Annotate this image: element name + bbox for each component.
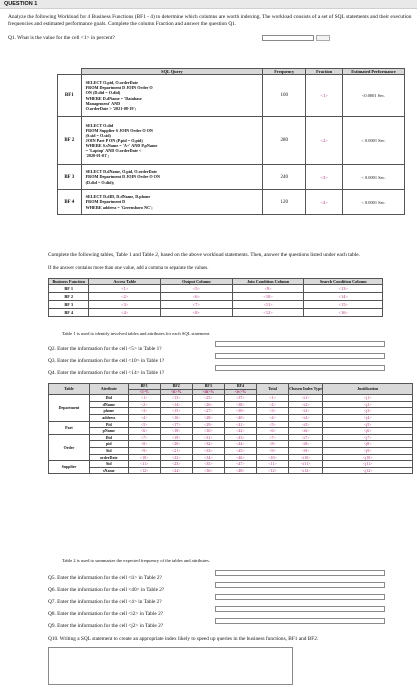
- sql-line: SELECT O.pid, O.orderDate: [85, 80, 138, 86]
- answer-cell[interactable]: <8>: [161, 309, 233, 317]
- q10-answer-area[interactable]: [48, 647, 293, 685]
- answer-cell[interactable]: <j7>: [323, 434, 413, 441]
- answer-cell[interactable]: <24>: [160, 467, 192, 474]
- answer-cell[interactable]: <29>: [192, 421, 224, 428]
- answer-cell[interactable]: <2>: [128, 401, 160, 408]
- answer-cell[interactable]: <32>: [192, 441, 224, 448]
- table-two-row: [49, 414, 413, 421]
- frequency-cell: 240: [263, 165, 306, 190]
- answer-cell[interactable]: <4>: [128, 414, 160, 421]
- q3-text: Q3. Enter the information for the cell <10> in Table 1?: [48, 358, 165, 365]
- fraction-cell[interactable]: <3>: [306, 165, 343, 190]
- sql-query-cell: [81, 165, 263, 190]
- access-table-header: Access Table: [89, 279, 161, 285]
- business-function-label: BF 2: [49, 293, 89, 301]
- workload-row: [58, 190, 405, 215]
- bf3-header: BF3: [192, 384, 224, 390]
- q8-text: Q8. Enter the information for the cell <i2> in Table 2?: [48, 611, 164, 618]
- answer-cell[interactable]: <4>: [256, 414, 288, 421]
- bf3-fraction-subheader: <iii>%: [192, 389, 224, 395]
- q1-unit-chip: [316, 35, 330, 41]
- business-function-label: BF 1: [49, 285, 89, 293]
- sql-line: FROM Department D JOIN Order O: [85, 85, 153, 91]
- answer-cell[interactable]: <14>: [160, 401, 192, 408]
- answer-cell[interactable]: <37>: [224, 395, 256, 402]
- answer-cell[interactable]: <j6>: [323, 428, 413, 435]
- join-condition-header: Join Condition Column: [232, 279, 304, 285]
- table-name-cell: Supplier: [49, 461, 90, 474]
- answer-cell[interactable]: <21>: [160, 447, 192, 454]
- sql-line: O.orderDate > '2021-08-19';: [85, 105, 137, 111]
- sql-line: ON (D.did = O.did): [85, 90, 121, 96]
- sql-line: Management' AND: [85, 100, 121, 106]
- answer-cell[interactable]: <i11>: [289, 461, 323, 468]
- table-two-row: [49, 401, 413, 408]
- table-two-caption: Table 2 is used to summarize the expected frequency of the tables and attributes.: [62, 558, 210, 563]
- answer-cell[interactable]: <20>: [160, 441, 192, 448]
- attribute-cell: Sid: [89, 447, 128, 454]
- search-condition-header: Search Condition Column: [304, 279, 383, 285]
- table-two-row: [49, 421, 413, 428]
- answer-cell[interactable]: <27>: [192, 408, 224, 415]
- workload-table: [57, 68, 405, 215]
- answer-cell[interactable]: <j3>: [323, 408, 413, 415]
- attribute-cell: Pid: [89, 421, 128, 428]
- answer-cell[interactable]: <4>: [89, 309, 161, 317]
- intro-text: Analyze the following Workload for 4 Business Functions (BF1 - 4) to determine which columns are worth indexing. The workload consists of a set of SQL statements and their execution frequencies and estimated performance goals. Complete the column Fraction and answer the question Q1.: [8, 14, 412, 27]
- table-name-cell: Order: [49, 434, 90, 460]
- answer-cell[interactable]: <j11>: [323, 461, 413, 468]
- bf1-header: BF1: [128, 384, 160, 390]
- bf1-fraction-subheader: <i>%: [128, 389, 160, 395]
- sql-line: FROM Supplier S JOIN Order O ON: [85, 127, 153, 133]
- answer-cell[interactable]: <16>: [160, 414, 192, 421]
- q5-text: Q5. Enter the information for the cell <ii> in Table 2?: [48, 575, 162, 582]
- attribute-cell: pName: [89, 428, 128, 435]
- answer-cell[interactable]: <i10>: [289, 454, 323, 461]
- table-two-row: [49, 434, 413, 441]
- answer-cell[interactable]: <36>: [192, 467, 224, 474]
- answer-cell[interactable]: <7>: [161, 301, 233, 309]
- q7-answer-field[interactable]: [215, 594, 385, 600]
- sql-line: '2020-01-01';: [85, 153, 109, 159]
- answer-cell[interactable]: <16>: [304, 309, 383, 317]
- answer-cell[interactable]: <12>: [128, 467, 160, 474]
- sql-line: WHERE S.sName = 'A+' AND P.pName: [85, 143, 158, 149]
- answer-cell[interactable]: <j2>: [323, 401, 413, 408]
- table-one-row: [49, 309, 383, 317]
- answer-cell[interactable]: <5>: [161, 285, 233, 293]
- q10-text: Q10. Writing a SQL statement to create an appropriate index likely to speed up queries in the business functions, BF1 and BF2.: [48, 636, 319, 643]
- frequency-cell: 280: [263, 117, 306, 165]
- sql-line: SELECT D.dName, O.pid, O.orderDate: [85, 169, 157, 175]
- q3-answer-field[interactable]: [215, 353, 385, 359]
- q4-text: Q4. Enter the information for the cell <14> in Table 1?: [48, 370, 165, 377]
- answer-cell[interactable]: <31>: [192, 434, 224, 441]
- table-name-cell: Part: [49, 421, 90, 434]
- answer-cell[interactable]: <1>: [256, 395, 288, 402]
- answer-cell[interactable]: <15>: [304, 301, 383, 309]
- sql-line: WHERE address = 'Greensboro NC';: [85, 204, 153, 210]
- answer-cell[interactable]: <11>: [232, 301, 304, 309]
- bf4-fraction-subheader: <iv>%: [224, 389, 256, 395]
- answer-cell[interactable]: <15>: [160, 408, 192, 415]
- answer-cell[interactable]: <i12>: [289, 467, 323, 474]
- answer-cell[interactable]: <33>: [192, 447, 224, 454]
- sql-line: FROM Department D: [85, 199, 126, 205]
- answer-cell[interactable]: <2>: [256, 401, 288, 408]
- answer-cell[interactable]: <8>: [128, 441, 160, 448]
- table-two-row: [49, 454, 413, 461]
- answer-cell[interactable]: <6>: [128, 428, 160, 435]
- answer-cell[interactable]: <1>: [128, 395, 160, 402]
- answer-cell[interactable]: <13>: [160, 395, 192, 402]
- answer-cell[interactable]: <i1>: [289, 395, 323, 402]
- table-two-row: [49, 467, 413, 474]
- answer-cell[interactable]: <35>: [192, 461, 224, 468]
- answer-cell[interactable]: <j1>: [323, 395, 413, 402]
- q2-answer-field[interactable]: [215, 341, 385, 347]
- performance-cell: <0.0001 Sec.: [343, 75, 405, 117]
- answer-cell[interactable]: <5>: [256, 421, 288, 428]
- answer-cell[interactable]: <40>: [224, 414, 256, 421]
- answer-cell[interactable]: <9>: [256, 447, 288, 454]
- answer-cell[interactable]: <14>: [304, 293, 383, 301]
- instructions-text-2: If the answer contains more than one value, add a comma to separate the values.: [48, 266, 209, 271]
- fraction-cell[interactable]: <2>: [306, 117, 343, 165]
- answer-cell[interactable]: <26>: [192, 401, 224, 408]
- answer-cell[interactable]: <j8>: [323, 441, 413, 448]
- answer-cell[interactable]: <i2>: [289, 401, 323, 408]
- table-one-caption: Table 1 is used to identify involved tables and attributes for each SQL statement.: [62, 331, 211, 336]
- table-two: [48, 383, 413, 474]
- answer-cell[interactable]: <11>: [256, 461, 288, 468]
- table-one: [48, 278, 383, 317]
- business-function-label: BF 3: [58, 165, 82, 190]
- bf2-header: BF2: [160, 384, 192, 390]
- answer-cell[interactable]: <i9>: [289, 447, 323, 454]
- q7-text: Q7. Enter the information for the cell <4> in Table 2?: [48, 599, 162, 606]
- answer-cell[interactable]: <23>: [160, 461, 192, 468]
- answer-cell[interactable]: <44>: [224, 441, 256, 448]
- answer-cell[interactable]: <10>: [256, 454, 288, 461]
- answer-cell[interactable]: <8>: [256, 441, 288, 448]
- answer-cell[interactable]: <43>: [224, 434, 256, 441]
- attribute-cell: orderDate: [89, 454, 128, 461]
- frequency-cell: 160: [263, 75, 306, 117]
- q9-answer-field[interactable]: [215, 618, 385, 624]
- table-one-row: [49, 293, 383, 301]
- frequency-cell: 120: [263, 190, 306, 215]
- q5-answer-field[interactable]: [215, 570, 385, 576]
- fraction-cell[interactable]: <4>: [306, 190, 343, 215]
- answer-cell[interactable]: <10>: [232, 293, 304, 301]
- answer-cell[interactable]: <6>: [161, 293, 233, 301]
- answer-cell[interactable]: <41>: [224, 421, 256, 428]
- table-two-row: [49, 447, 413, 454]
- bf2-fraction-subheader: <ii>%: [160, 389, 192, 395]
- answer-cell[interactable]: <5>: [128, 421, 160, 428]
- sql-line: SELECT D.dID, D.dName, D.phone: [85, 194, 151, 200]
- table-header: Table: [49, 384, 90, 395]
- business-function-label: BF 2: [58, 117, 82, 165]
- attribute-header: Attribute: [89, 384, 128, 395]
- sql-line: FROM Department D JOIN Order O ON: [85, 174, 160, 180]
- justification-header: Justification: [323, 384, 413, 395]
- answer-cell[interactable]: <7>: [256, 434, 288, 441]
- frequency-header: Frequency: [263, 69, 306, 75]
- sql-line: JOIN Part P ON (P.pid = O.pid): [85, 137, 143, 143]
- answer-cell[interactable]: <2>: [89, 293, 161, 301]
- answer-cell[interactable]: <j5>: [323, 421, 413, 428]
- attribute-cell: pid: [89, 441, 128, 448]
- attribute-cell: Did: [89, 395, 128, 402]
- answer-cell[interactable]: <i7>: [289, 434, 323, 441]
- answer-cell[interactable]: <j4>: [323, 414, 413, 421]
- answer-cell[interactable]: <j10>: [323, 454, 413, 461]
- chosen-index-header: Chosen Index Type: [289, 384, 323, 395]
- answer-cell[interactable]: <47>: [224, 461, 256, 468]
- business-function-label: BF 4: [58, 190, 82, 215]
- answer-cell[interactable]: <28>: [192, 414, 224, 421]
- q2-text: Q2. Enter the information for the cell <5> in Table 1?: [48, 346, 162, 353]
- answer-cell[interactable]: <22>: [160, 454, 192, 461]
- business-function-label: BF1: [58, 75, 82, 117]
- attribute-cell: sName: [89, 467, 128, 474]
- answer-cell[interactable]: <46>: [224, 454, 256, 461]
- answer-cell[interactable]: <j12>: [323, 467, 413, 474]
- attribute-cell: phone: [89, 408, 128, 415]
- table-one-row: [49, 301, 383, 309]
- sql-query-cell: [81, 75, 263, 117]
- answer-cell[interactable]: <i5>: [289, 421, 323, 428]
- attribute-cell: Sid: [89, 461, 128, 468]
- answer-cell[interactable]: <19>: [160, 434, 192, 441]
- table-name-cell: Department: [49, 395, 90, 421]
- performance-cell: < 0.0001 Sec.: [343, 117, 405, 165]
- answer-cell[interactable]: <j9>: [323, 447, 413, 454]
- attribute-cell: dName: [89, 401, 128, 408]
- sql-line: (D.did = O.did);: [85, 179, 115, 185]
- answer-cell[interactable]: <34>: [192, 454, 224, 461]
- answer-cell[interactable]: <11>: [128, 461, 160, 468]
- q6-text: Q6. Enter the information for the cell <40> in Table 2?: [48, 587, 165, 594]
- answer-cell[interactable]: <3>: [128, 408, 160, 415]
- table-two-row: [49, 408, 413, 415]
- performance-cell: < 0.0001 Sec.: [343, 190, 405, 215]
- q4-answer-field[interactable]: [215, 365, 385, 371]
- answer-cell[interactable]: <38>: [224, 401, 256, 408]
- workload-row: [58, 165, 405, 190]
- output-column-header: Output Column: [161, 279, 233, 285]
- sql-line: SELECT O.did: [85, 122, 114, 128]
- answer-cell[interactable]: <3>: [256, 408, 288, 415]
- sql-line: = 'Laptop' AND O.orderDate <: [85, 148, 142, 154]
- total-header: Total: [256, 384, 288, 395]
- table-two-row: [49, 461, 413, 468]
- business-function-label: BF 4: [49, 309, 89, 317]
- table-two-row: [49, 395, 413, 402]
- q1-text: Q1. What is the value for the cell <1> in percent?: [8, 35, 115, 41]
- q9-text: Q9. Enter the information for the cell <j2> in Table 2?: [48, 623, 164, 630]
- answer-cell[interactable]: <6>: [256, 428, 288, 435]
- answer-cell[interactable]: <7>: [128, 434, 160, 441]
- answer-cell[interactable]: <39>: [224, 408, 256, 415]
- answer-cell[interactable]: <10>: [128, 454, 160, 461]
- answer-cell[interactable]: <12>: [232, 309, 304, 317]
- table-two-row: [49, 441, 413, 448]
- workload-row: [58, 117, 405, 165]
- answer-cell[interactable]: <12>: [256, 467, 288, 474]
- answer-cell[interactable]: <9>: [232, 285, 304, 293]
- workload-row: [58, 75, 405, 117]
- q1-answer-field[interactable]: [262, 35, 314, 41]
- table-one-row: [49, 285, 383, 293]
- question-header: QUESTION 1: [0, 0, 417, 9]
- attribute-cell: Did: [89, 434, 128, 441]
- fraction-cell[interactable]: <1>: [306, 75, 343, 117]
- answer-cell[interactable]: <42>: [224, 428, 256, 435]
- answer-cell[interactable]: <1>: [89, 285, 161, 293]
- bf4-header: BF4: [224, 384, 256, 390]
- performance-header: Estimated Performance: [343, 69, 405, 75]
- performance-cell: < 0.0001 Sec.: [343, 165, 405, 190]
- answer-cell[interactable]: <18>: [160, 428, 192, 435]
- fraction-header: Fraction: [306, 69, 343, 75]
- attribute-cell: address: [89, 414, 128, 421]
- answer-cell[interactable]: <45>: [224, 447, 256, 454]
- business-function-label: BF 3: [49, 301, 89, 309]
- answer-cell[interactable]: <25>: [192, 395, 224, 402]
- answer-cell[interactable]: <i8>: [289, 441, 323, 448]
- answer-cell[interactable]: <13>: [304, 285, 383, 293]
- answer-cell[interactable]: <i6>: [289, 428, 323, 435]
- sql-query-cell: [81, 190, 263, 215]
- answer-cell[interactable]: <i4>: [289, 414, 323, 421]
- sql-query-header: SQL Query: [81, 69, 263, 75]
- answer-cell[interactable]: <30>: [192, 428, 224, 435]
- business-function-header: Business Function: [49, 279, 89, 285]
- sql-line: (S.sid = O.sid): [85, 132, 111, 138]
- sql-line: WHERE D.dName = 'Database: [85, 95, 142, 101]
- instructions-text: Complete the following tables, Table 1 and Table 2, based on the above workload statements. Then, answer the questions listed under each table.: [48, 252, 360, 258]
- answer-cell[interactable]: <i3>: [289, 408, 323, 415]
- answer-cell[interactable]: <17>: [160, 421, 192, 428]
- answer-cell[interactable]: <3>: [89, 301, 161, 309]
- sql-query-cell: [81, 117, 263, 165]
- q6-answer-field[interactable]: [215, 582, 385, 588]
- answer-cell[interactable]: <48>: [224, 467, 256, 474]
- q8-answer-field[interactable]: [215, 606, 385, 612]
- table-two-row: [49, 428, 413, 435]
- answer-cell[interactable]: <9>: [128, 447, 160, 454]
